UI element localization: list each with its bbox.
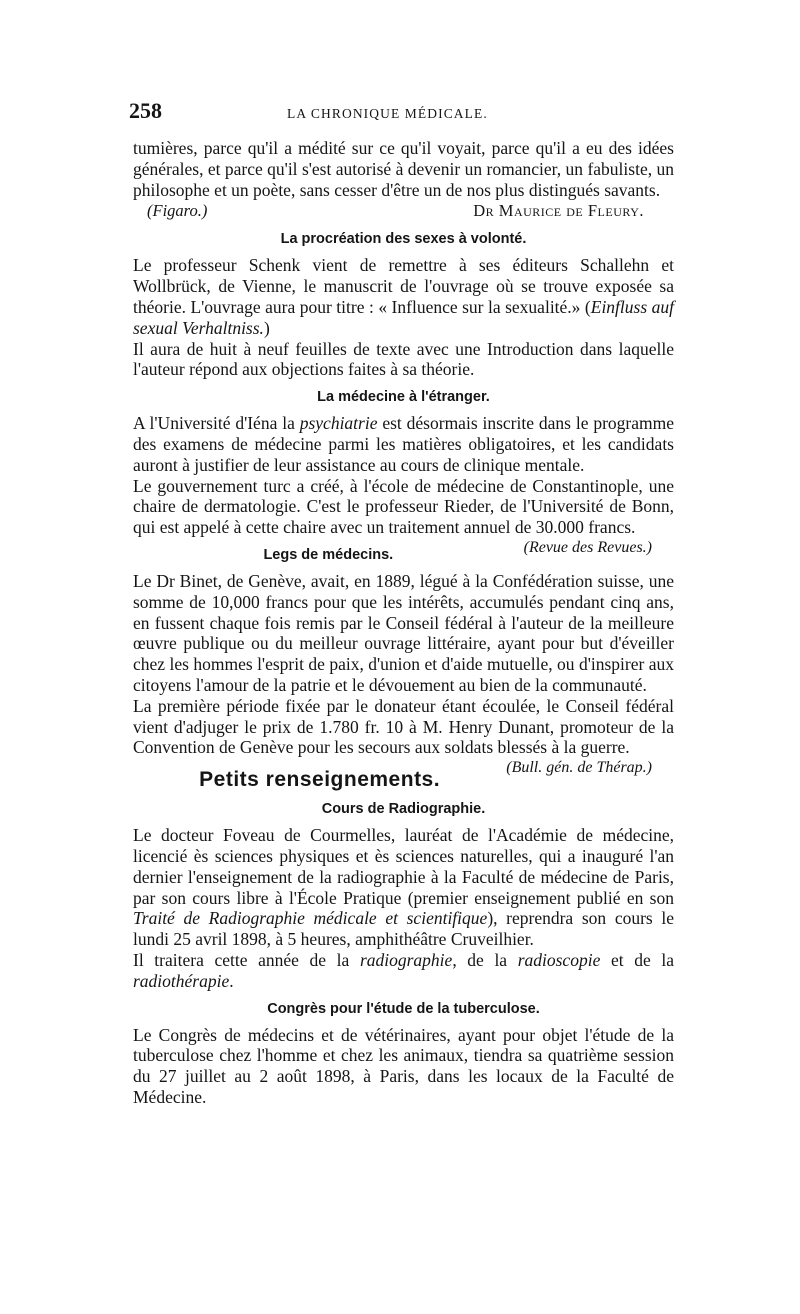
intro-paragraph: tumières, parce qu'il a médité sur ce qu'il voyait, parce qu'il a eu des idées générales, et parce qu'il s'est autorisé à devenir un romancier, un fabuliste, un philosophe et un poète, sans cesser d'être un de nos plus distingués savants. [133,138,674,200]
signature-row [133,200,674,222]
intro-source: (Figaro.) [147,201,208,221]
legs-paragraph-1: Le Dr Binet, de Genève, avait, en 1889, légué à la Confédération suisse, une somme de 10,000 francs pour que les intérêts, accumulés pendant cinq ans, en fussent chaque fois remis par le Conseil fédéral à l'auteur de la meilleure œuvre publique ou du meilleur ouvrage littéraire, ayant pour but d'éveiller chez les hommes l'esprit de paix, d'union et d'aide mutuelle, ou d'inspirer aux citoyens l'amour de la patrie et le dévouement au bien de la communauté. [133,570,674,695]
document-page [129,98,674,1108]
etranger-paragraph-1: A l'Université d'Iéna la psychiatrie est désormais inscrite dans le programme des examens de médecine parmi les matières obligatoires, et les candidats auront à justifier de leur assistance au cours de clinique mentale. [133,413,674,475]
running-head [129,98,674,138]
section-title-procreation: La procréation des sexes à volonté. [280,231,527,248]
section-title-medecine-etranger: La médecine à l'étranger. [317,389,490,406]
radiographie-paragraph-1: Le docteur Foveau de Courmelles, lauréat de l'Académie de médecine, licencié ès sciences physiques et ès sciences naturelles, qui a inauguré l'an dernier l'enseignement de la radiographie à la Faculté de médecine de Paris, par son cours libre à l'École Pratique (premier enseignement publié en son Traité de Radiographie médicale et scientifique), reprendra son cours le lundi 25 avril 1898, à 5 heures, amphithéâtre Cruveilhier. [133,825,674,950]
subsection-title-radiographie: Cours de Radiographie. [321,801,486,818]
page-number: 258 [129,98,162,123]
procreation-paragraph-1: Le professeur Schenk vient de remettre à ses éditeurs Schallehn et Wollbrück, de Vienne, le manuscrit de l'ouvrage où se trouve exposée sa théorie. L'ouvrage aura pour titre : « Influence sur la sexualité.» (Einfluss auf sexual Verhaltniss.) [133,255,674,338]
radiographie-paragraph-2: Il traitera cette année de la radiographie, de la radioscopie et de la radiothérapie. [133,949,674,991]
legs-paragraph-2: La première période fixée par le donateur étant écoulée, le Conseil fédéral vient d'adjuger le prix de 1.780 fr. 10 à M. Henry Dunant, promoteur de la Convention de Genève pour les secours aux soldats blessés à la guerre. (Bull. gén. de Thérap.) [133,696,674,758]
journal-title: LA CHRONIQUE MÉDICALE. [287,106,488,121]
tuberculose-paragraph-1: Le Congrès de médecins et de vétérinaires, ayant pour objet l'étude de la tuberculose chez l'homme et chez les animaux, tiendra sa quatrième session du 27 juillet au 2 août 1898, à Paris, dans les locaux de la Faculté de Médecine. [133,1024,674,1107]
subsection-title-tuberculose: Congrès pour l'étude de la tuberculose. [267,1000,540,1017]
etranger-reference: (Revue des Revues.) [523,538,652,556]
author-signature: Dr Maurice de Fleury. [473,201,644,221]
procreation-paragraph-2: Il aura de huit à neuf feuilles de texte avec une Introduction dans laquelle l'auteur répond aux objections faites à sa théorie. [133,338,674,380]
legs-reference: (Bull. gén. de Thérap.) [506,759,652,777]
etranger-paragraph-2: Le gouvernement turc a créé, à l'école de médecine de Constantinople, une chaire de dermatologie. C'est le professeur Rieder, de l'Université de Bonn, qui est appelé à cette chaire avec un traitement annuel de 30.000 francs. (Revue des Revues.) [133,476,674,538]
section-title-legs: Legs de médecins. [263,546,394,563]
section-title-petits-renseignements: Petits renseignements. [199,768,441,792]
